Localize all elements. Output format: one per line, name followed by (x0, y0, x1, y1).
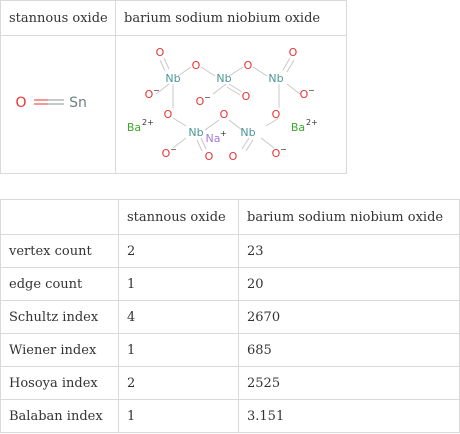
atom-o-8: O (271, 108, 281, 121)
atom-barium-1: Ba (126, 121, 142, 134)
atom-o-minus-3: O (195, 95, 205, 108)
atom-o-2: O (191, 59, 201, 72)
header-stannous-oxide: stannous oxide (1, 1, 116, 36)
properties-header-stannous-oxide: stannous oxide (119, 200, 239, 235)
value-stannous-oxide: 1 (119, 400, 239, 433)
atom-oxygen: O (15, 95, 27, 111)
value-barium-sodium-niobium-oxide: 685 (239, 334, 460, 367)
charge-minus-4: − (170, 145, 177, 154)
stannous-oxide-structure (1, 36, 115, 169)
atom-o-4: O (288, 46, 298, 59)
charge-plus: + (220, 129, 227, 138)
atom-o-minus-5: O (271, 147, 281, 160)
value-stannous-oxide: 2 (119, 367, 239, 400)
row-label: Balaban index (1, 400, 119, 433)
atom-nb-5: Nb (240, 126, 256, 139)
atom-o-minus-2: O (299, 88, 309, 101)
stannous-oxide-structure-cell (1, 36, 116, 174)
row-label: vertex count (1, 235, 119, 268)
table-row (1, 301, 460, 334)
charge-minus-5: − (280, 145, 287, 154)
value-stannous-oxide: 4 (119, 301, 239, 334)
atom-nb-1: Nb (165, 72, 181, 85)
table-row (1, 334, 460, 367)
charge-ba-2: 2+ (306, 118, 318, 127)
properties-header-barium-sodium-niobium-oxide: barium sodium niobium oxide (239, 200, 460, 235)
charge-minus-3: − (204, 93, 211, 102)
value-barium-sodium-niobium-oxide: 3.151 (239, 400, 460, 433)
table-row (1, 367, 460, 400)
header-barium-sodium-niobium-oxide: barium sodium niobium oxide (116, 1, 347, 36)
atom-o-minus-1: O (144, 88, 154, 101)
atom-o-6: O (163, 108, 173, 121)
atom-nb-3: Nb (268, 72, 284, 85)
row-label: Hosoya index (1, 367, 119, 400)
table-row (1, 235, 460, 268)
structures-header-row (1, 1, 347, 36)
charge-ba-1: 2+ (142, 118, 154, 127)
row-label: Schultz index (1, 301, 119, 334)
charge-minus-2: − (308, 86, 315, 95)
value-stannous-oxide: 1 (119, 334, 239, 367)
structures-image-row (1, 36, 347, 174)
row-label: Wiener index (1, 334, 119, 367)
table-row (1, 268, 460, 301)
atom-o-1: O (155, 46, 165, 59)
properties-table (0, 199, 460, 433)
atom-o-9: O (204, 150, 214, 163)
charge-minus-1: − (153, 86, 160, 95)
row-label: edge count (1, 268, 119, 301)
value-barium-sodium-niobium-oxide: 20 (239, 268, 460, 301)
barium-sodium-niobium-oxide-structure-cell (116, 36, 347, 174)
atom-o-3: O (243, 59, 253, 72)
properties-header-row (1, 200, 460, 235)
table-row (1, 400, 460, 433)
atom-nb-2: Nb (216, 72, 232, 85)
structures-table (0, 0, 347, 174)
atom-tin: Sn (69, 95, 87, 111)
atom-o-7: O (219, 108, 229, 121)
properties-header-blank (1, 200, 119, 235)
atom-o-minus-4: O (161, 147, 171, 160)
atom-barium-2: Ba (290, 121, 306, 134)
value-barium-sodium-niobium-oxide: 2525 (239, 367, 460, 400)
atom-o-5: O (241, 90, 251, 103)
value-barium-sodium-niobium-oxide: 23 (239, 235, 460, 268)
value-barium-sodium-niobium-oxide: 2670 (239, 301, 460, 334)
barium-sodium-niobium-oxide-structure (116, 36, 346, 169)
value-stannous-oxide: 2 (119, 235, 239, 268)
atom-nb-4: Nb (188, 126, 204, 139)
value-stannous-oxide: 1 (119, 268, 239, 301)
atom-sodium: Na (205, 132, 221, 145)
atom-o-10: O (228, 150, 238, 163)
